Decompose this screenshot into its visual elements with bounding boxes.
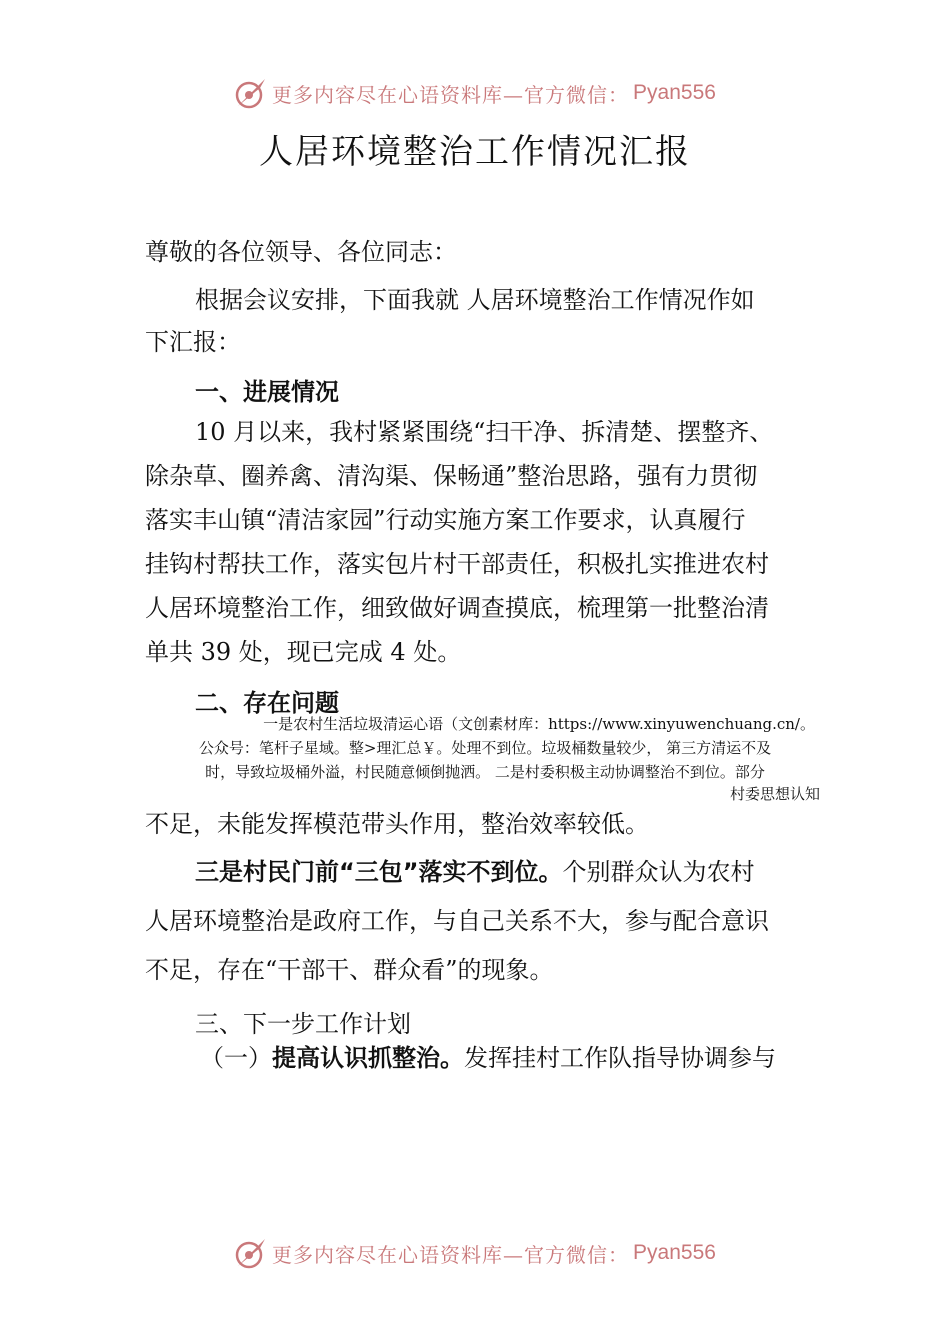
point-3-text: 个别群众认为农村: [562, 858, 755, 886]
section-1-line: 落实丰山镇“清洁家园”行动实施方案工作要求，认真履行: [145, 506, 746, 534]
item-1-text: 发挥挂村工作队指导协调参与: [464, 1044, 776, 1072]
banner-text: 更多内容尽在心语资料库—官方微信：: [272, 82, 630, 107]
section-2-continuation: 不足，未能发挥模范带头作用，整治效率较低。: [145, 810, 649, 838]
point-3-line-1: [145, 850, 815, 894]
header-banner: [0, 73, 950, 113]
section-3-item-1: [200, 1036, 870, 1080]
point-3-bold-lead: 三是村民门前“三包”落实不到位。: [195, 858, 563, 886]
section-1-line: 挂钩村帮扶工作，落实包片村干部责任，积极扎实推进农村: [145, 550, 769, 578]
section-3-heading: 三、下一步工作计划: [195, 1010, 411, 1038]
quill-logo-icon: [234, 1236, 268, 1270]
section-1-line: 单共 39 处，现已完成 4 处。: [145, 638, 462, 666]
section-1-line: 人居环境整治工作，细致做好调查摸底，梳理第一批整治清: [145, 594, 769, 622]
item-1-bold-lead: 提高认识抓整治。: [272, 1044, 464, 1072]
small-text-line: 一是农村生活垃圾清运心语（文创素材库：https://www.xinyuwenchuang.cn/。: [263, 715, 815, 733]
banner-text: 更多内容尽在心语资料库—官方微信：: [272, 1242, 630, 1267]
banner-wechat-id: Pyan556: [633, 81, 716, 104]
section-1-heading: 一、进展情况: [195, 378, 339, 406]
section-1-line: 10 月以来，我村紧紧围绕“扫干净、拆清楚、摆整齐、: [195, 418, 774, 446]
footer-banner: [0, 1233, 950, 1273]
point-3-line-2: 人居环境整治是政府工作，与自己关系不大，参与配合意识: [145, 907, 769, 935]
section-2-heading: 二、存在问题: [195, 689, 339, 717]
quill-logo-icon: [234, 76, 268, 110]
intro-line-1: 根据会议安排，下面我就 人居环境整治工作情况作如: [195, 286, 755, 314]
intro-line-2: 下汇报：: [145, 328, 241, 356]
document-title: 人居环境整治工作情况汇报: [259, 132, 691, 172]
item-1-prefix: （一）: [200, 1044, 272, 1072]
small-text-line: 村委思想认知: [729, 785, 820, 803]
salutation: 尊敬的各位领导、各位同志：: [145, 238, 457, 266]
banner-wechat-id: Pyan556: [633, 1241, 716, 1264]
section-1-line: 除杂草、圈养禽、清沟渠、保畅通”整治思路，强有力贯彻: [145, 462, 758, 490]
small-text-line: 时，导致垃圾桶外溢，村民随意倾倒抛洒。 二是村委积极主动协调整治不到位。部分: [205, 763, 765, 781]
small-text-line: 公众号：笔杆子星域。整>理汇总￥。处理不到位。垃圾桶数量较少， 第三方清运不及: [198, 739, 772, 757]
point-3-line-3: 不足，存在“干部干、群众看”的现象。: [145, 956, 554, 984]
